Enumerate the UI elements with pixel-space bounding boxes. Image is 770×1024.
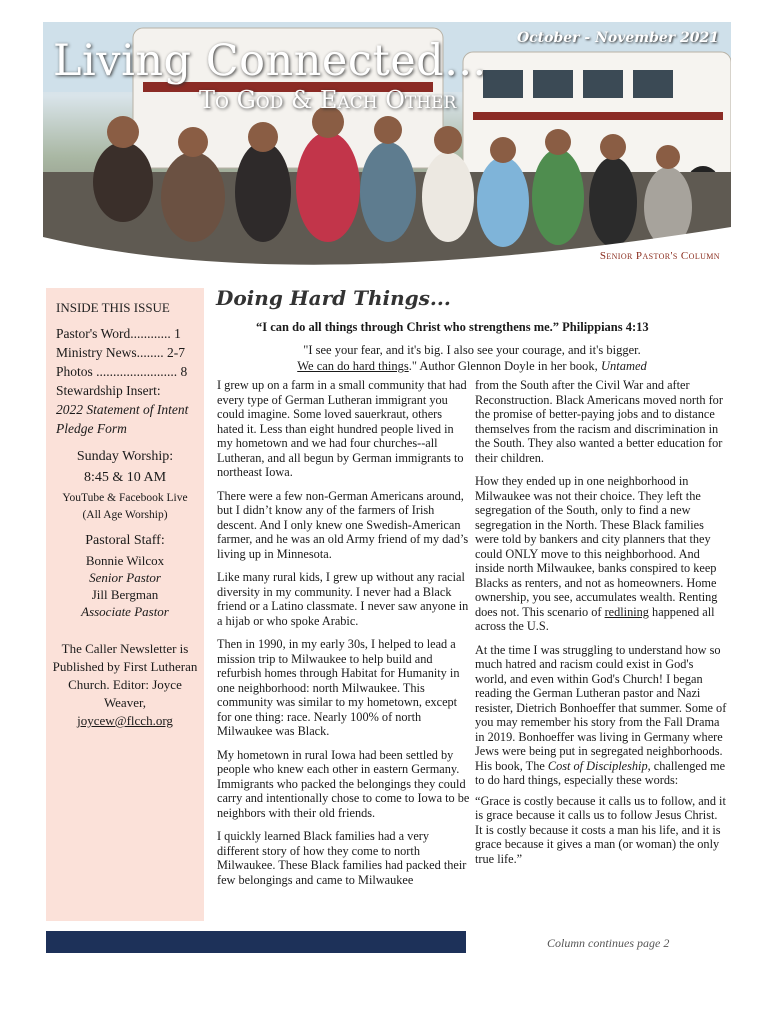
staff-name: Jill Bergman	[91, 587, 159, 602]
book-title: Untamed	[600, 359, 647, 373]
paragraph: I grew up on a farm in a small community that had every type of German Lutheran immigrant you could imagine. Some loved sauerkraut, others hated it. Less than eight hundred people lived in my hometown and we had four churches--all Lutheran, and all begun by German immigrants to northeast Iowa.	[217, 378, 467, 479]
table-of-contents	[56, 324, 198, 438]
paragraph: My hometown in rural Iowa had been settled by people who knew each other in eastern Germany. Immigrants who packed the belongings they could carry and intentionally chose to come to Iowa to be neighbors with their old friends.	[217, 747, 470, 820]
paragraph: Like many rural kids, I grew up without any racial diversity in my community. I never had a Black friend or a Latino classmate. I never saw anyone in a hijab or who spoke Arabic.	[217, 570, 469, 628]
epigraph-underlined: We can do hard things	[297, 359, 409, 373]
toc-item: Photos ........................ 8	[56, 364, 188, 379]
paragraph	[475, 474, 728, 634]
paragraph: from the South after the Civil War and after Reconstruction. Black Americans moved north for the promise of better-paying jobs and to distance themselves from the racism and discrimination in the South. They also wanted a better education for their children.	[475, 378, 723, 465]
newsletter-info	[52, 640, 198, 730]
epigraph-text: ." Author Glennon Doyle in her book,	[408, 359, 601, 373]
worship-times: 8:45 & 10 AM	[83, 470, 167, 485]
paragraph: I quickly learned Black families had a very different story of how they come to north Milwaukee. These Black families had packed their few belongings and came to Milwaukee	[217, 829, 467, 887]
redlining-term: redlining	[604, 604, 649, 619]
scripture-verse: “I can do all things through Christ who strengthens me.” Philippians 4:13	[256, 320, 649, 334]
article-title: Doing Hard Things...	[216, 286, 451, 310]
article-column-2	[475, 378, 728, 875]
worship-info	[52, 448, 198, 524]
staff-role: Associate Pastor	[81, 604, 169, 619]
inside-issue-heading: INSIDE THIS ISSUE	[56, 300, 170, 315]
bonhoeffer-quote: “Grace is costly because it calls us to follow, and it is grace because it calls us to follow Jesus Christ. It is costly because it costs a man his life, and it is grace because it gives a man (or woman) the only true life.”	[475, 793, 726, 866]
issue-date: October - November 2021	[516, 30, 719, 46]
sidebar	[46, 288, 204, 921]
pastoral-staff	[52, 532, 198, 620]
column-tag: Senior Pastor's Column	[599, 250, 720, 262]
paragraph	[475, 643, 728, 788]
paragraph-text: , challenged me to do hard things, especially these words:	[475, 758, 726, 787]
worship-heading: Sunday Worship:	[76, 449, 174, 464]
toc-item: Ministry News........ 2-7	[56, 345, 185, 360]
book-title: Cost of Discipleship	[547, 758, 648, 773]
epigraph-quote	[216, 342, 728, 374]
worship-note: YouTube & Facebook Live	[62, 492, 188, 504]
epigraph-line	[216, 358, 728, 374]
toc-insert-title: 2022 Statement of Intent Pledge Form	[56, 402, 189, 436]
masthead-tagline: To God & Each Other	[199, 86, 457, 114]
staff-role: Senior Pastor	[89, 570, 161, 585]
header-photo	[43, 22, 731, 268]
paragraph: Then in 1990, in my early 30s, I helped to lead a mission trip to Milwaukee to help build and refurbish homes through Habitat for Humanity in one neighborhood: north Milwaukee. This community was similar to my hometown, except for one thing: race. Nearly 100% of north Milwaukee was Black.	[217, 637, 460, 738]
staff-heading: Pastoral Staff:	[85, 533, 165, 548]
paragraph: There were a few non-German Americans around, but I didn’t know any of the farmers of Irish descent. And I only knew one Swedish-American farmer, and he was an old Army friend of my dad’s living up in Minnesota.	[217, 488, 469, 561]
worship-note: (All Age Worship)	[82, 509, 168, 521]
continuation-note: Column continues page 2	[547, 936, 670, 950]
newsletter-text: The Caller Newsletter is Published by First Lutheran Church. Editor: Joyce Weaver,	[52, 641, 198, 710]
staff-name: Bonnie Wilcox	[85, 553, 165, 568]
toc-item: Stewardship Insert:	[56, 383, 161, 398]
footer-bar	[46, 931, 466, 953]
paragraph-text: At the time I was struggling to understand how so much hatred and racism could exist in God's world, and even within God's Church! I began reading the German Lutheran pastor and Nazi resister, Dietrich Bonhoeffer that summer. Some of you may remember his story from the Fall Drama in 2019. Bonhoeffer was living in Germany where Jews were being put in segregated neighborhoods. His book, The	[475, 642, 727, 773]
paragraph-text: How they ended up in one neighborhood in Milwaukee was not their choice. They left the segregation of the South, only to find a new segregation in the North. These Black families were told by bankers and city planners that they could ONLY move to this neighborhood. And inside north Milwaukee, banks conspired to keep Blacks as renters, and not as homeowners. Home ownership, you see, accumulates wealth. Renting does not. This scenario of	[475, 474, 718, 619]
paragraph-text: happened all across the U.S.	[475, 604, 715, 633]
epigraph-line: "I see your fear, and it's big. I also see your courage, and it's bigger.	[303, 343, 641, 357]
article-column-1	[217, 378, 470, 896]
masthead-title: Living Connected...	[53, 36, 487, 86]
toc-item: Pastor's Word............ 1	[56, 326, 181, 341]
editor-email-link[interactable]: joycew@flcch.org	[77, 713, 173, 728]
